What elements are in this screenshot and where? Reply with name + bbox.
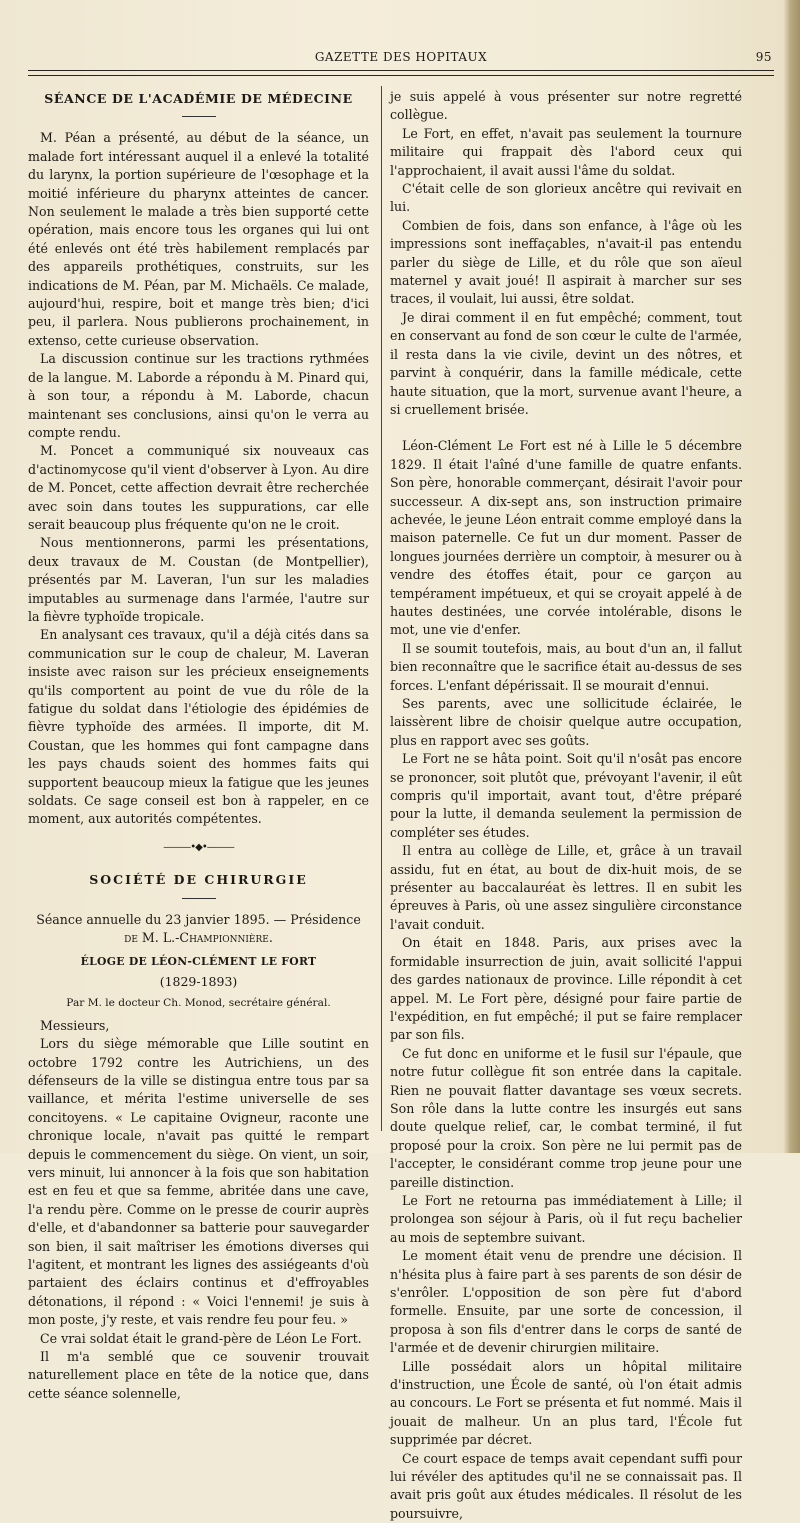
paragraph: Lille possédait alors un hôpital militaire d'instruction, une École de santé, où l'on était admis au concours. Le Fort se présenta et fut nommé. Mais il jouait de malheur. Un an plus tard, l'École fut supprimée par décret. bbox=[390, 1358, 742, 1448]
paragraph: Le Fort ne se hâta point. Soit qu'il n'osât pas encore se prononcer, soit plutôt que, prévoyant l'avenir, il eût compris qu'il importait, avant tout, d'être préparé pour la lutte, il demanda seulement la permission de compléter ses études. bbox=[390, 751, 742, 840]
byline: Par M. le docteur Ch. Monod, secrétaire général. bbox=[66, 997, 331, 1010]
left-column bbox=[28, 90, 369, 1403]
paragraph: C'était celle de son glorieux ancêtre qui revivait en lui. bbox=[390, 181, 742, 215]
paragraph: Léon-Clément Le Fort est né à Lille le 5 décembre 1829. Il était l'aîné d'une famille de quatre enfants. Son père, honorable commerçant, désirait l'avoir pour successeur. A dix-sept ans, son instruction primaire achevée, le jeune Léon entrait comme employé dans la maison paternelle. Ce fut un dur moment. Passer de longues journées derrière un comptoir, à mesurer ou à vendre des étoffes était, pour ce garçon au tempérament impétueux, et qui se croyait appelé à de hautes destinées, une corvée intolérable, disons le mot, une vie d'enfer. bbox=[390, 438, 742, 638]
column-divider bbox=[381, 86, 382, 1131]
paragraph: Ce vrai soldat était le grand-père de Léon Le Fort. bbox=[40, 1330, 362, 1346]
paragraph: Combien de fois, dans son enfance, à l'âge où les impressions sont ineffaçables, n'avait-il pas entendu parler du siège de Lille, et du rôle que son aïeul maternel y avait joué! Il aspirait à marcher sur ses traces, il voulait, lui aussi, être soldat. bbox=[390, 217, 742, 307]
eloge-dates: (1829-1893) bbox=[159, 973, 238, 989]
short-rule bbox=[182, 898, 216, 899]
paragraph: Ce court espace de temps avait cependant suffi pour lui révéler des aptitudes qu'il ne se connaissait pas. Il avait pris goût aux études médicales. Il résolut de les poursuivre, bbox=[390, 1450, 742, 1521]
paragraph: En analysant ces travaux, qu'il a déjà cités dans sa communication sur le coup de chaleur, M. Laveran insiste avec raison sur les précieux enseignements qu'ils comportent au point de vue du rôle de la fatigue du soldat dans l'étiologie des épidémies de fièvre typhoïde des armées. Il importe, dit M. Coustan, que les hommes qui font campagne dans les pays chauds soient des hommes faits qui supportent beaucoup mieux la fatigue que les jeunes soldats. Ce sage conseil est bon à rappeler, en ce moment, aux autorités compétentes. bbox=[28, 627, 369, 827]
section-title-chirurgie: SOCIÉTÉ DE CHIRURGIE bbox=[89, 872, 308, 888]
running-header bbox=[30, 50, 772, 66]
paragraph: je suis appelé à vous présenter sur notre regretté collègue. bbox=[390, 89, 742, 123]
section-ornament: ———•◆•——— bbox=[163, 841, 234, 853]
paragraph: Le Fort, en effet, n'avait pas seulement la tournure militaire qui frappait dès l'abord ceux qui l'approchaient, il avait aussi l'âme du soldat. bbox=[390, 125, 742, 178]
paragraph: La discussion continue sur les tractions rythmées de la langue. M. Laborde a répondu à M. Pinard qui, à son tour, a répondu à M. Laborde, chacun maintenant ses conclusions, ainsi qu'on le verra au compte rendu. bbox=[28, 351, 369, 440]
paragraph: Il entra au collège de Lille, et, grâce à un travail assidu, fut en état, au bout de dix-huit mois, de se présenter au baccalauréat ès lettres. Il en subit les épreuves à Paris, où une assez singulière circonstance l'avait conduit. bbox=[390, 843, 742, 932]
short-rule bbox=[182, 116, 216, 117]
running-title: GAZETTE DES HOPITAUX bbox=[314, 50, 488, 64]
section-title-academie: SÉANCE DE L'ACADÉMIE DE MÉDECINE bbox=[44, 91, 353, 106]
paragraph: Lors du siège mémorable que Lille soutint en octobre 1792 contre les Autrichiens, un des défenseurs de la ville se distingua entre tous par sa vaillance, et mérita l'estime universelle de ses concitoyens. « Le capitaine Ovigneur, raconte une chronique locale, n'avait pas quitté le rempart depuis le commencement du siège. On vient, un soir, vers minuit, lui annoncer à la fois que son habitation est en feu et que sa femme, abritée dans une cave, l'a rendu père. Comme on le presse de courir auprès d'elle, et d'abandonner sa batterie pour sauvegarder son bien, il sait maîtriser les émotions diverses qui l'agitent, et montrant les lignes des assiégeants d'où partaient des éclairs continus et d'effroyables détonations, il répond : « Voici l'ennemi! je suis à mon poste, j'y reste, et vais rendre feu pour feu. » bbox=[28, 1036, 369, 1328]
page-edge-binding bbox=[784, 0, 800, 1153]
paragraph: Nous mentionnerons, parmi les présentations, deux travaux de M. Coustan (de Montpellier), présentés par M. Laveran, l'un sur les maladies imputables au surmenage dans l'armée, l'autre sur la fièvre typhoïde tropicale. bbox=[28, 535, 369, 624]
paragraph: Il m'a semblé que ce souvenir trouvait naturellement place en tête de la notice que, dans cette séance solennelle, bbox=[28, 1349, 369, 1401]
page-number: 95 bbox=[755, 50, 772, 64]
paragraph: Je dirai comment il en fut empêché; comment, tout en conservant au fond de son cœur le culte de l'armée, il resta dans la vie civile, devint un des nôtres, et parvint à conquérir, dans la famille médicale, cette haute situation, que la mort, survenue avant l'heure, a si cruellement brisée. bbox=[390, 309, 742, 417]
salutation: Messieurs, bbox=[40, 1017, 110, 1033]
paragraph: M. Poncet a communiqué six nouveaux cas d'actinomycose qu'il vient d'observer à Lyon. Au dire de M. Poncet, cette affection devrait être recherchée avec soin dans toutes les suppurations, car elle serait beaucoup plus fréquente qu'on ne le croit. bbox=[28, 443, 369, 532]
paragraph: On était en 1848. Paris, aux prises avec la formidable insurrection de juin, avait sollicité l'appui des gardes nationaux de province. Lille répondit à cet appel. M. Le Fort père, désigné pour faire partie de l'expédition, en fut empêché; il put se faire remplacer par son fils. bbox=[390, 935, 742, 1043]
paragraph: Ses parents, avec une sollicitude éclairée, le laissèrent libre de choisir quelque autre occupation, plus en rapport avec ses goûts. bbox=[390, 696, 742, 748]
paragraph: Ce fut donc en uniforme et le fusil sur l'épaule, que notre futur collègue fit son entrée dans la capitale. Rien ne pouvait flatter davantage ses vœux secrets. Son rôle dans la lutte contre les insurgés eut sans doute quelque relief, car, le combat terminé, il fut proposé pour la croix. Son père ne lui permit pas de l'accepter, le considérant comme trop jeune pour une pareille distinction. bbox=[390, 1045, 742, 1190]
header-rule-bottom bbox=[28, 75, 774, 76]
seance-president: de M. L.-Championnière. bbox=[124, 930, 273, 946]
eloge-title: ÉLOGE DE LÉON-CLÉMENT LE FORT bbox=[80, 955, 317, 969]
paragraph: Il se soumit toutefois, mais, au bout d'un an, il fallut bien reconnaître que le sacrifice était au-dessus de ses forces. L'enfant dépérissait. Il se mourait d'ennui. bbox=[390, 640, 742, 693]
paragraph: M. Péan a présenté, au début de la séance, un malade fort intéressant auquel il a enlevé la totalité du larynx, la portion supérieure de l'œsophage et la moitié inférieure du pharynx atteintes de cancer. Non seulement le malade a très bien supporté cette opération, mais encore tous les organes qui lui ont été enlevés ont été très habilement remplacés par des appareils prothétiques, construits, sur les indications de M. Péan, par M. Michaëls. Ce malade, aujourd'hui, respire, boit et mange très bien; d'ici peu, il parlera. Nous publierons prochainement, in extenso, cette curieuse observation. bbox=[28, 130, 369, 348]
seance-line: Séance annuelle du 23 janvier 1895. — Présidence bbox=[36, 911, 361, 927]
header-rule-top bbox=[28, 70, 774, 71]
right-column bbox=[390, 88, 742, 1523]
paragraph: Le Fort ne retourna pas immédiatement à Lille; il prolongea son séjour à Paris, où il fut reçu bachelier au mois de septembre suivant. bbox=[390, 1192, 742, 1245]
paragraph: Le moment était venu de prendre une décision. Il n'hésita plus à faire part à ses parents de son désir de s'enrôler. L'opposition de son père fut d'abord formelle. Ensuite, par une sorte de concession, il proposa à son fils d'entrer dans le corps de santé de l'armée et de devenir chirurgien militaire. bbox=[390, 1248, 742, 1356]
